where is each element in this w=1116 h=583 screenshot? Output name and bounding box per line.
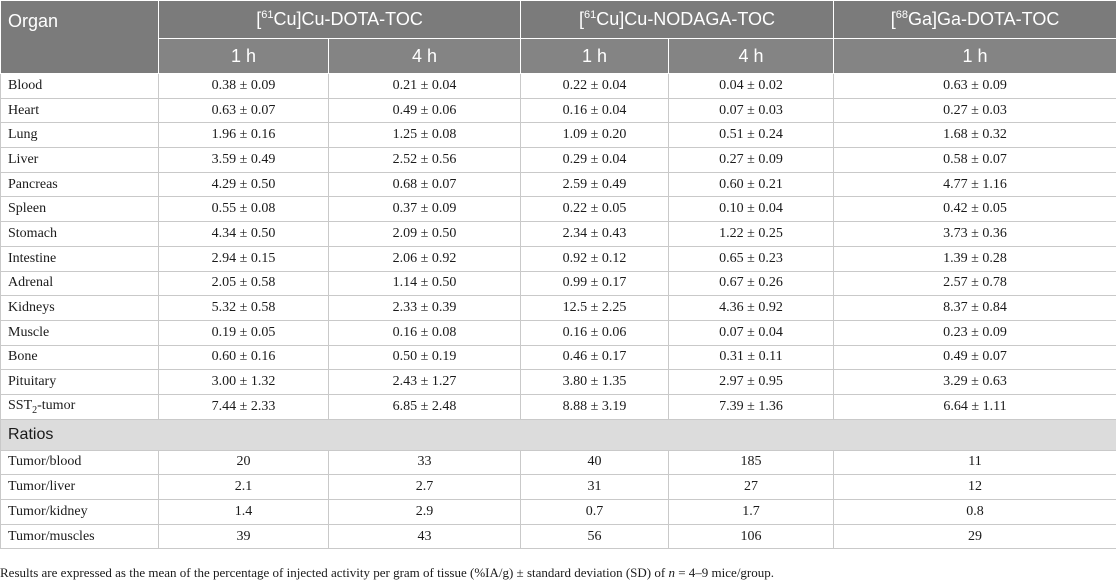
table-row (1, 172, 1116, 197)
table-row (1, 345, 1116, 370)
ratio-value-cell: 1.4 (159, 500, 329, 525)
value-cell: 2.05 ± 0.58 (159, 271, 329, 296)
table-row (1, 320, 1116, 345)
ratio-label: Tumor/kidney (1, 500, 159, 525)
value-cell: 0.19 ± 0.05 (159, 320, 329, 345)
ratio-label: Tumor/muscles (1, 524, 159, 549)
value-cell: 0.42 ± 0.05 (834, 197, 1116, 222)
ratio-row (1, 500, 1116, 525)
organ-label: $SST_2$-tumor (1, 394, 159, 419)
value-cell: 2.97 ± 0.95 (669, 370, 834, 395)
value-cell: 0.27 ± 0.03 (834, 98, 1116, 123)
table-row (1, 148, 1116, 173)
value-cell: 0.31 ± 0.11 (669, 345, 834, 370)
ratio-value-cell: 56 (521, 524, 669, 549)
value-cell: 3.73 ± 0.36 (834, 222, 1116, 247)
value-cell: 2.59 ± 0.49 (521, 172, 669, 197)
value-cell: 0.22 ± 0.05 (521, 197, 669, 222)
value-cell: 4.29 ± 0.50 (159, 172, 329, 197)
ratio-value-cell: 31 (521, 475, 669, 500)
value-cell: 0.10 ± 0.04 (669, 197, 834, 222)
table-row (1, 370, 1116, 395)
ratio-value-cell: 11 (834, 450, 1116, 475)
organ-label: Bone (1, 345, 159, 370)
ratios-section-header (1, 419, 1116, 450)
value-cell: 0.49 ± 0.07 (834, 345, 1116, 370)
table-body (1, 74, 1116, 549)
ratio-value-cell: 1.7 (669, 500, 834, 525)
compound-header-cu-nodaga-toc: [$^{61}$Cu]Cu-NODAGA-TOC (521, 1, 834, 39)
value-cell: 1.39 ± 0.28 (834, 246, 1116, 271)
ratio-label: Tumor/liver (1, 475, 159, 500)
organ-label: Stomach (1, 222, 159, 247)
header-row-compounds (1, 1, 1116, 39)
value-cell: 0.29 ± 0.04 (521, 148, 669, 173)
value-cell: 0.60 ± 0.16 (159, 345, 329, 370)
organ-column-header: Organ (1, 1, 159, 74)
ratio-value-cell: 33 (329, 450, 521, 475)
value-cell: 2.06 ± 0.92 (329, 246, 521, 271)
value-cell: 2.52 ± 0.56 (329, 148, 521, 173)
value-cell: 0.16 ± 0.04 (521, 98, 669, 123)
ratio-value-cell: 27 (669, 475, 834, 500)
organ-label: Spleen (1, 197, 159, 222)
organ-label: Kidneys (1, 296, 159, 321)
value-cell: 1.96 ± 0.16 (159, 123, 329, 148)
value-cell: 7.39 ± 1.36 (669, 394, 834, 419)
value-cell: 6.85 ± 2.48 (329, 394, 521, 419)
value-cell: 0.22 ± 0.04 (521, 74, 669, 99)
ratio-row (1, 450, 1116, 475)
value-cell: 0.67 ± 0.26 (669, 271, 834, 296)
value-cell: 0.27 ± 0.09 (669, 148, 834, 173)
ratio-value-cell: 0.8 (834, 500, 1116, 525)
value-cell: 0.92 ± 0.12 (521, 246, 669, 271)
value-cell: 2.33 ± 0.39 (329, 296, 521, 321)
ratio-value-cell: 106 (669, 524, 834, 549)
value-cell: 1.14 ± 0.50 (329, 271, 521, 296)
table-footnote: Results are expressed as the mean of the percentage of injected activity per gram of tissue (%IA/g) ± standard deviation (SD) of n = 4–9 mice/group. (0, 565, 775, 580)
value-cell: 0.55 ± 0.08 (159, 197, 329, 222)
ratio-value-cell: 43 (329, 524, 521, 549)
value-cell: 12.5 ± 2.25 (521, 296, 669, 321)
ratio-value-cell: 20 (159, 450, 329, 475)
value-cell: 0.46 ± 0.17 (521, 345, 669, 370)
organ-label: Muscle (1, 320, 159, 345)
table-row (1, 222, 1116, 247)
table-row (1, 197, 1116, 222)
value-cell: 0.37 ± 0.09 (329, 197, 521, 222)
time-header: 1 h (521, 39, 669, 74)
table-row (1, 296, 1116, 321)
value-cell: 3.29 ± 0.63 (834, 370, 1116, 395)
ratio-value-cell: 2.7 (329, 475, 521, 500)
value-cell: 4.36 ± 0.92 (669, 296, 834, 321)
organ-label: Pancreas (1, 172, 159, 197)
value-cell: 3.00 ± 1.32 (159, 370, 329, 395)
table-row (1, 74, 1116, 99)
value-cell: 0.50 ± 0.19 (329, 345, 521, 370)
organ-label: Blood (1, 74, 159, 99)
ratios-heading: Ratios (1, 419, 1116, 450)
table-row-tumor (1, 394, 1116, 419)
organ-label: Adrenal (1, 271, 159, 296)
time-header: 1 h (834, 39, 1116, 74)
value-cell: 0.51 ± 0.24 (669, 123, 834, 148)
organ-label: Heart (1, 98, 159, 123)
table-row (1, 123, 1116, 148)
ratio-value-cell: 40 (521, 450, 669, 475)
ratio-row (1, 475, 1116, 500)
value-cell: 0.07 ± 0.03 (669, 98, 834, 123)
value-cell: 5.32 ± 0.58 (159, 296, 329, 321)
value-cell: 3.59 ± 0.49 (159, 148, 329, 173)
value-cell: 2.09 ± 0.50 (329, 222, 521, 247)
value-cell: 1.25 ± 0.08 (329, 123, 521, 148)
time-header: 1 h (159, 39, 329, 74)
compound-header-cu-dota-toc: [$^{61}$Cu]Cu-DOTA-TOC (159, 1, 521, 39)
value-cell: 0.49 ± 0.06 (329, 98, 521, 123)
time-header: 4 h (669, 39, 834, 74)
value-cell: 8.37 ± 0.84 (834, 296, 1116, 321)
ratio-value-cell: 2.1 (159, 475, 329, 500)
table-row (1, 98, 1116, 123)
ratio-value-cell: 185 (669, 450, 834, 475)
value-cell: 0.65 ± 0.23 (669, 246, 834, 271)
value-cell: 0.38 ± 0.09 (159, 74, 329, 99)
ratio-label: Tumor/blood (1, 450, 159, 475)
value-cell: 6.64 ± 1.11 (834, 394, 1116, 419)
value-cell: 0.99 ± 0.17 (521, 271, 669, 296)
value-cell: 0.04 ± 0.02 (669, 74, 834, 99)
value-cell: 2.43 ± 1.27 (329, 370, 521, 395)
ratio-row (1, 524, 1116, 549)
value-cell: 2.57 ± 0.78 (834, 271, 1116, 296)
value-cell: 2.34 ± 0.43 (521, 222, 669, 247)
value-cell: 4.34 ± 0.50 (159, 222, 329, 247)
ratio-value-cell: 2.9 (329, 500, 521, 525)
compound-header-ga-dota-toc: [$^{68}$Ga]Ga-DOTA-TOC (834, 1, 1116, 39)
value-cell: 0.68 ± 0.07 (329, 172, 521, 197)
value-cell: 1.22 ± 0.25 (669, 222, 834, 247)
value-cell: 0.07 ± 0.04 (669, 320, 834, 345)
header-row-times (1, 39, 1116, 74)
value-cell: 0.21 ± 0.04 (329, 74, 521, 99)
organ-label: Intestine (1, 246, 159, 271)
organ-label: Lung (1, 123, 159, 148)
value-cell: 8.88 ± 3.19 (521, 394, 669, 419)
value-cell: 2.94 ± 0.15 (159, 246, 329, 271)
time-header: 4 h (329, 39, 521, 74)
value-cell: 0.58 ± 0.07 (834, 148, 1116, 173)
value-cell: 7.44 ± 2.33 (159, 394, 329, 419)
value-cell: 4.77 ± 1.16 (834, 172, 1116, 197)
ratio-value-cell: 29 (834, 524, 1116, 549)
value-cell: 1.09 ± 0.20 (521, 123, 669, 148)
ratio-value-cell: 39 (159, 524, 329, 549)
value-cell: 0.63 ± 0.09 (834, 74, 1116, 99)
table-row (1, 271, 1116, 296)
table-row (1, 246, 1116, 271)
value-cell: 0.63 ± 0.07 (159, 98, 329, 123)
ratio-value-cell: 0.7 (521, 500, 669, 525)
organ-label: Pituitary (1, 370, 159, 395)
value-cell: 1.68 ± 0.32 (834, 123, 1116, 148)
organ-label: Liver (1, 148, 159, 173)
value-cell: 0.16 ± 0.08 (329, 320, 521, 345)
value-cell: 0.60 ± 0.21 (669, 172, 834, 197)
value-cell: 0.23 ± 0.09 (834, 320, 1116, 345)
value-cell: 0.16 ± 0.06 (521, 320, 669, 345)
ratio-value-cell: 12 (834, 475, 1116, 500)
value-cell: 3.80 ± 1.35 (521, 370, 669, 395)
